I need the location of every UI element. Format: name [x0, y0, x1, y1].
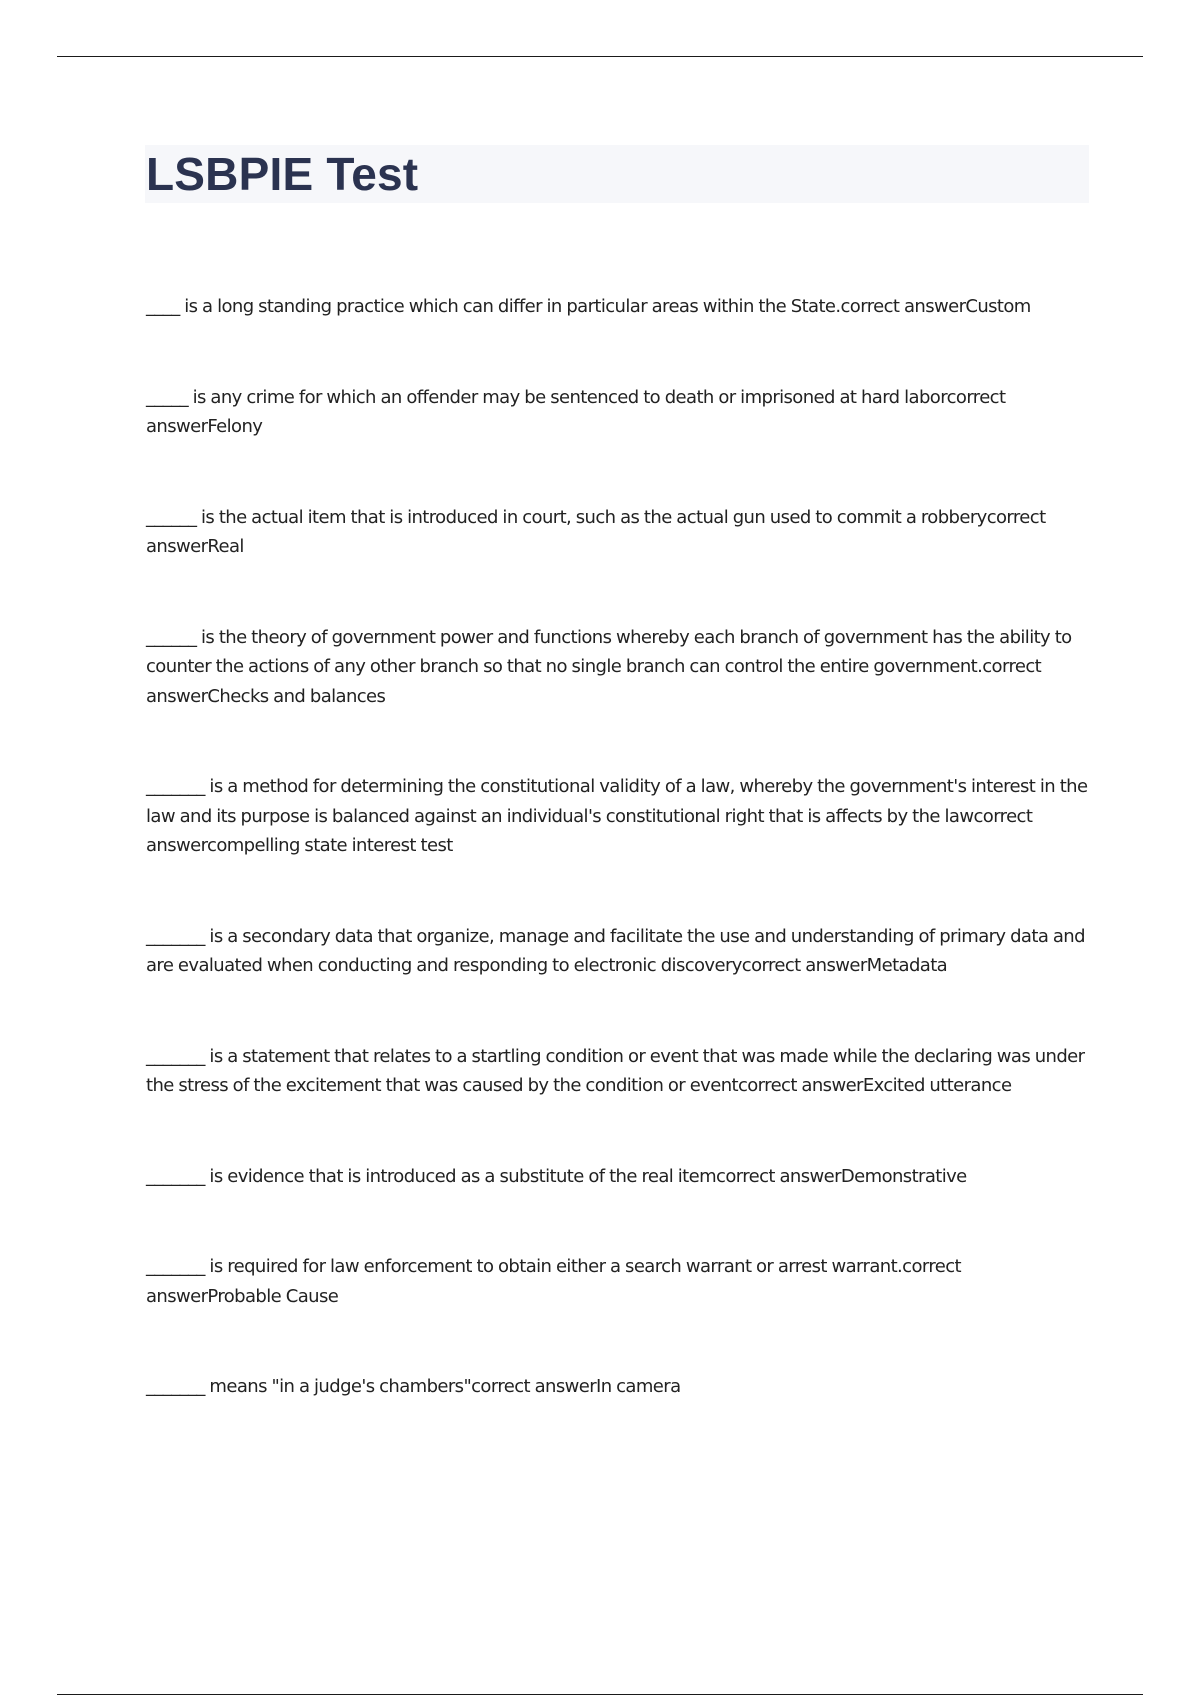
- question-item: ______ is the actual item that is introduced in court, such as the actual gun used to commit a robberycorrect answerReal: [146, 506, 1046, 557]
- footer-rule: [57, 1694, 1143, 1695]
- question-list: [146, 292, 1091, 1402]
- question-item: _______ is a secondary data that organize, manage and facilitate the use and understanding of primary data and are evaluated when conducting and responding to electronic discoverycorrect answerMetadata: [146, 925, 1085, 976]
- question-item: ____ is a long standing practice which can differ in particular areas within the State.correct answerCustom: [146, 296, 1031, 317]
- question-item: _______ is required for law enforcement to obtain either a search warrant or arrest warrant.correct answerProbable Cause: [146, 1256, 961, 1307]
- question-item: _______ is evidence that is introduced as a substitute of the real itemcorrect answerDemonstrative: [146, 1165, 967, 1187]
- question-item: _______ is a method for determining the constitutional validity of a law, whereby the government's interest in the law and its purpose is balanced against an individual's constitutional right that is affects by the lawcorrect answercompelling state interest test: [146, 776, 1088, 856]
- question-item: _______ means "in a judge's chambers"correct answerIn camera: [146, 1376, 681, 1397]
- document-title: LSBPIE Test: [146, 148, 419, 200]
- question-item: _______ is a statement that relates to a startling condition or event that was made while the declaring was under the stress of the excitement that was caused by the condition or eventcorrect answerExcited utterance: [146, 1045, 1085, 1096]
- question-item: _____ is any crime for which an offender may be sentenced to death or imprisoned at hard laborcorrect answerFelony: [146, 386, 1006, 437]
- header-rule: [57, 56, 1143, 57]
- question-item: ______ is the theory of government power and functions whereby each branch of government has the ability to counter the actions of any other branch so that no single branch can control the entire government.correct answerChecks and balances: [146, 626, 1072, 707]
